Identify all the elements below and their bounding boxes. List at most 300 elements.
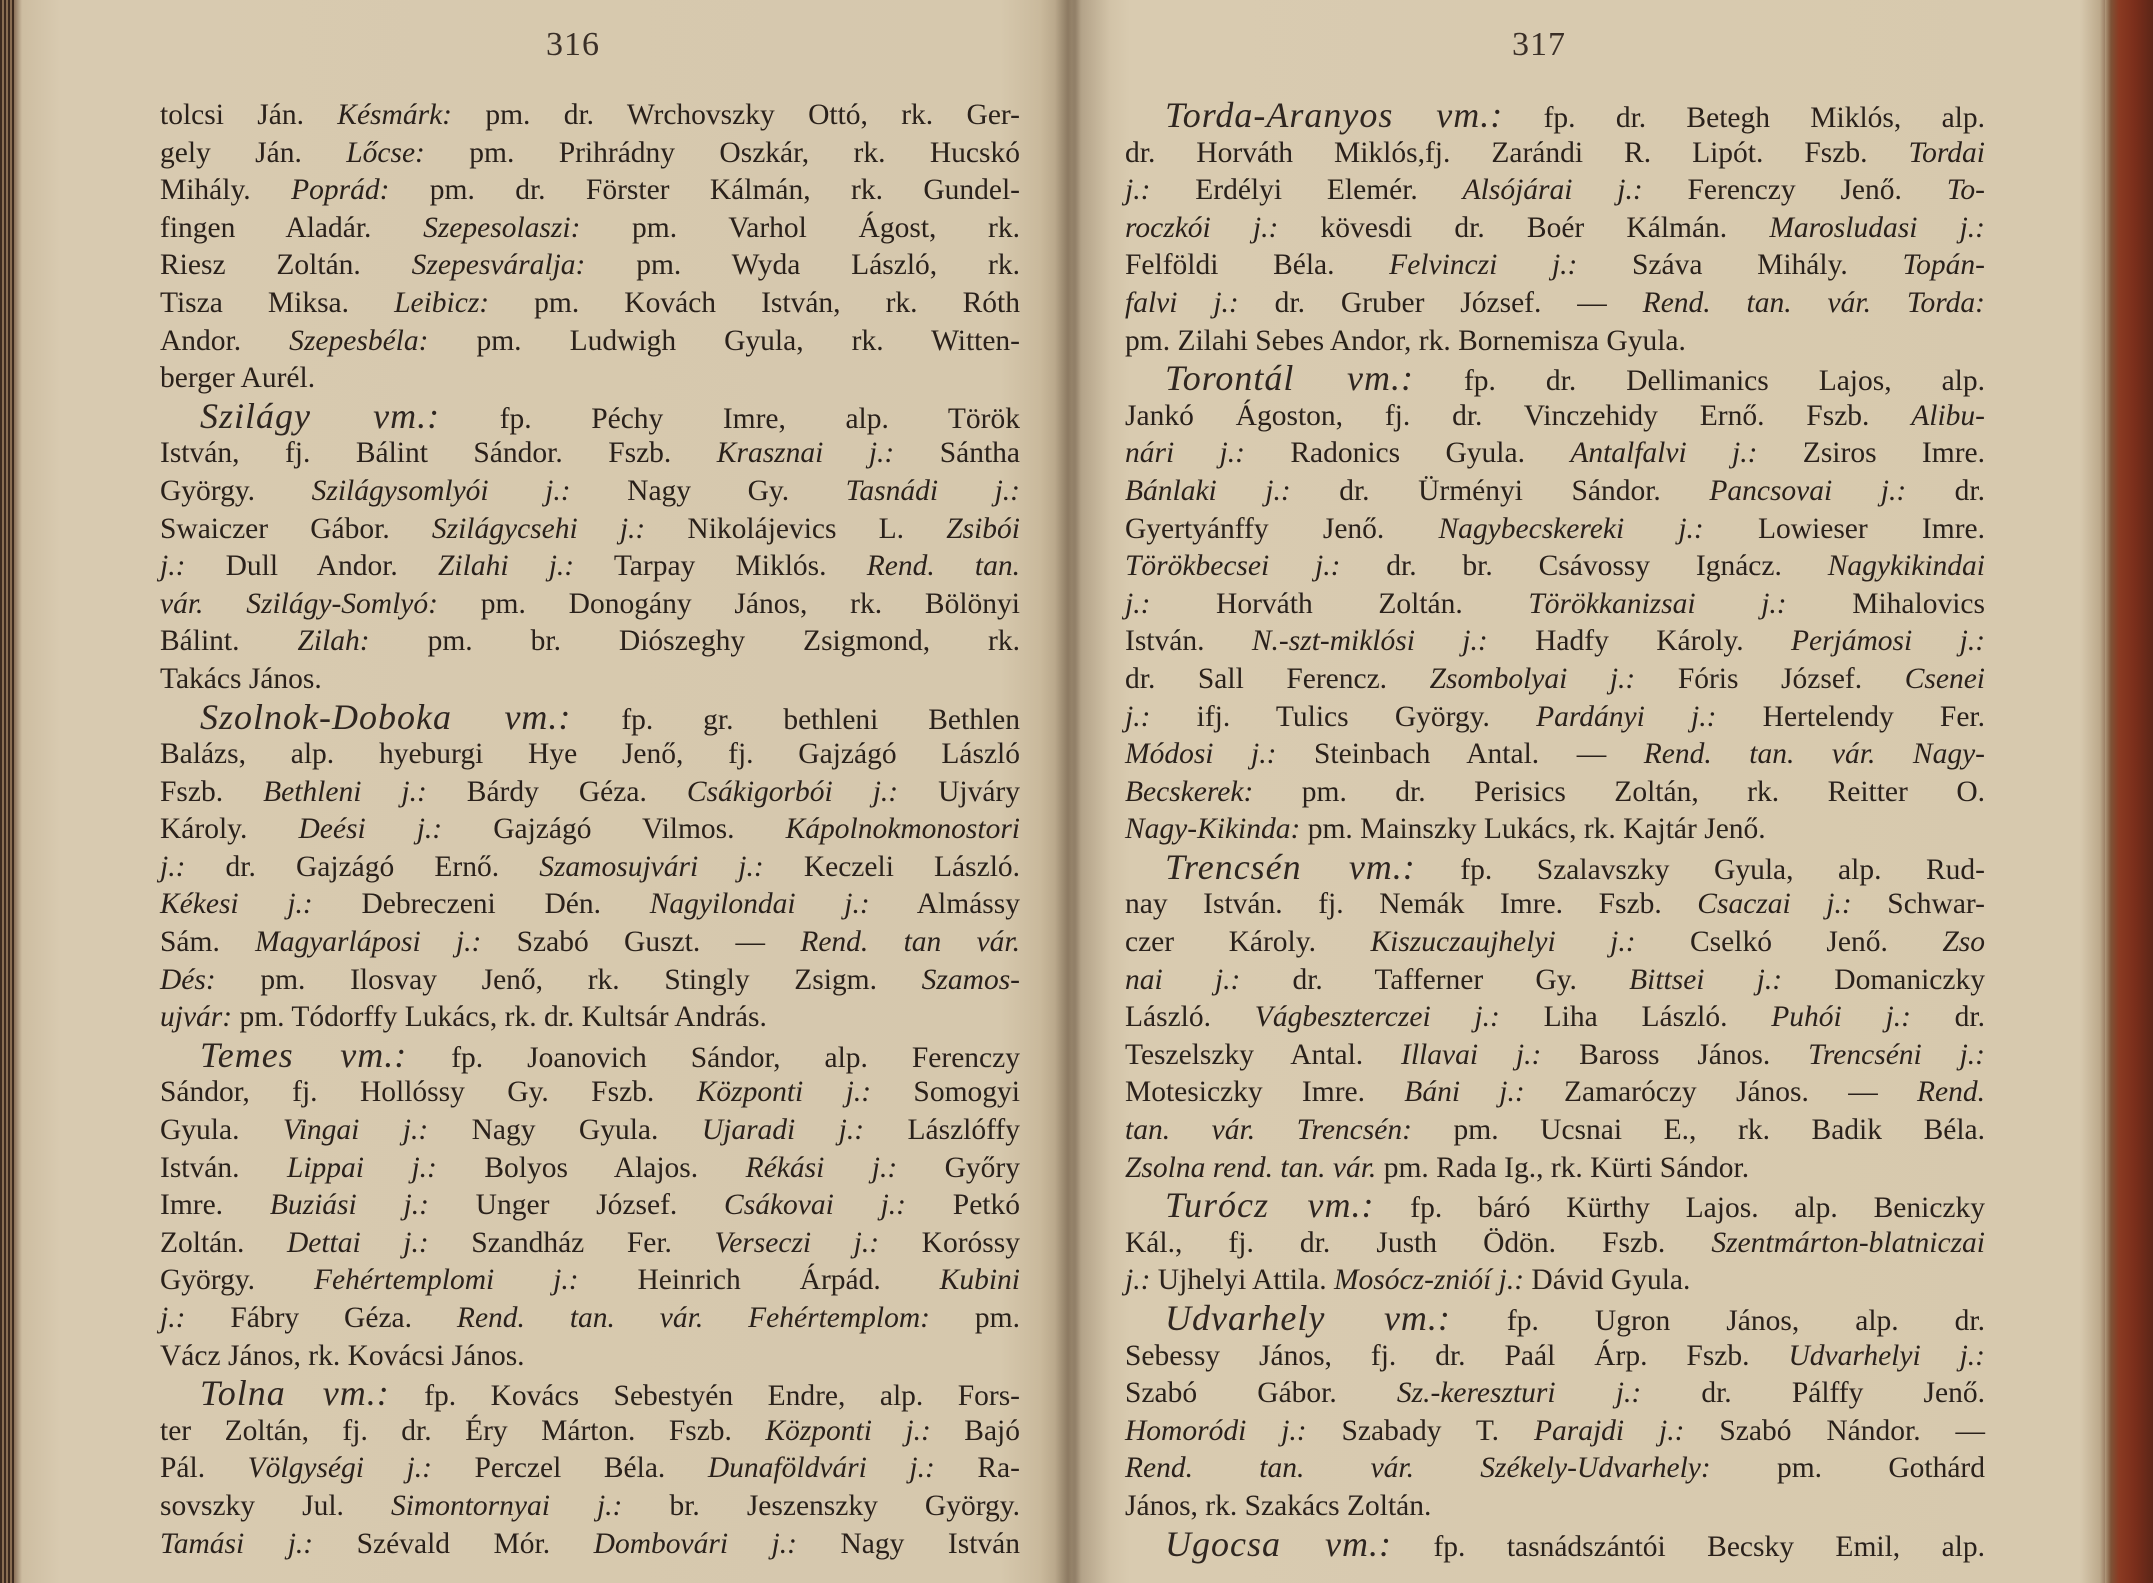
text-run: Nagy István xyxy=(796,1527,1021,1560)
italic-place-name: vár. Szilágy-Somlyó: xyxy=(160,587,438,620)
text-run: fingen Aladár. xyxy=(160,211,424,244)
italic-place-name: Homoródi j.: xyxy=(1125,1414,1307,1447)
italic-place-name: Felvinczi j.: xyxy=(1389,249,1578,282)
text-line xyxy=(160,172,1020,210)
county-heading: Trencsén vm.: xyxy=(1165,846,1416,887)
text-run: fp. dr. Dellimanics Lajos, alp. xyxy=(1413,365,1985,398)
text-run: László. xyxy=(1125,1001,1255,1034)
text-line xyxy=(160,661,1020,699)
text-line xyxy=(160,473,1020,511)
italic-place-name: Szilágysomlyói j.: xyxy=(311,474,571,507)
italic-place-name: Udvarhelyi j.: xyxy=(1788,1339,1985,1372)
italic-place-name: Zilah: xyxy=(297,625,370,658)
text-line xyxy=(160,285,1020,323)
text-line xyxy=(1125,435,1985,473)
text-run: ifj. Tulics György. xyxy=(1150,700,1537,733)
text-run: pm. xyxy=(930,1302,1020,1334)
text-line xyxy=(160,849,1020,887)
text-line xyxy=(160,1225,1020,1263)
county-heading: Udvarhely vm.: xyxy=(1165,1298,1451,1338)
text-line xyxy=(1125,1112,1985,1150)
text-line xyxy=(1125,210,1985,248)
italic-place-name: Bittsei j.: xyxy=(1629,963,1783,996)
text-run: pm. Ilosvay Jenő, rk. Stingly Zsigm. xyxy=(215,963,922,996)
text-line xyxy=(160,999,1020,1037)
italic-place-name: To- xyxy=(1946,174,1985,207)
text-run: Baross János. xyxy=(1541,1038,1809,1071)
italic-place-name: roczkói j.: xyxy=(1125,211,1279,244)
text-run: fp. dr. Betegh Miklós, alp. xyxy=(1503,102,1985,134)
italic-place-name: Sz.-kereszturi j.: xyxy=(1396,1377,1642,1410)
italic-place-name: Topán- xyxy=(1902,249,1985,282)
text-run: tolcsi Ján. xyxy=(160,99,338,131)
text-run: Nagy Gy. xyxy=(570,474,846,507)
text-line xyxy=(160,886,1020,924)
text-run: Balázs, alp. hyeburgi Hye Jenő, fj. Gajzágó László xyxy=(160,738,1020,771)
italic-place-name: Poprád: xyxy=(291,174,390,207)
text-run: Zsiros Imre. xyxy=(1757,437,1985,470)
text-run: dr. Ürményi Sándor. xyxy=(1290,474,1710,507)
italic-place-name: Verseczi j.: xyxy=(714,1226,880,1259)
text-run: nay István. fj. Nemák Imre. Fszb. xyxy=(1125,888,1698,921)
text-run: pm. Kovách István, rk. Róth xyxy=(489,286,1020,319)
italic-place-name: Krasznai j.: xyxy=(716,437,895,470)
italic-place-name: Vágbeszterczei j.: xyxy=(1254,1001,1500,1034)
text-line xyxy=(160,1450,1020,1488)
book-edge-right xyxy=(2105,0,2153,1583)
italic-place-name: Völgységi j.: xyxy=(247,1452,432,1485)
text-run: Lowieser Imre. xyxy=(1703,512,1985,545)
text-run: pm. Rada Ig., rk. Kürti Sándor. xyxy=(1376,1151,1750,1184)
italic-place-name: Illavai j.: xyxy=(1401,1038,1542,1071)
italic-place-name: Ujaradi j.: xyxy=(701,1114,865,1147)
county-heading: Ugocsa vm.: xyxy=(1165,1523,1393,1564)
italic-place-name: Bánlaki j.: xyxy=(1125,474,1291,507)
text-line xyxy=(160,586,1020,624)
italic-place-name: Központi j.: xyxy=(696,1076,872,1109)
text-line xyxy=(1125,736,1985,774)
book-gutter xyxy=(1040,0,1110,1583)
text-line xyxy=(1125,924,1985,962)
italic-place-name: Dunaföldvári j.: xyxy=(707,1452,935,1485)
text-run: dr. Gruber József. — xyxy=(1238,286,1643,319)
text-run: Szandház Fer. xyxy=(428,1226,715,1259)
italic-place-name: j.: xyxy=(1125,174,1151,207)
text-run: Andor. xyxy=(160,324,290,357)
italic-place-name: Módosi j.: xyxy=(1125,738,1277,771)
text-run: fp. Joanovich Sándor, alp. Ferenczy xyxy=(407,1041,1020,1074)
text-run: pm. dr. Förster Kálmán, rk. Gundel- xyxy=(389,174,1020,207)
text-line xyxy=(1125,1150,1985,1188)
italic-place-name: Trencséni j.: xyxy=(1808,1038,1985,1071)
text-line xyxy=(1125,97,1985,135)
text-run: Imre. xyxy=(160,1189,270,1222)
text-line xyxy=(1125,1187,1985,1225)
text-run: Somogyi xyxy=(871,1076,1020,1109)
text-line xyxy=(160,1375,1020,1413)
text-line xyxy=(160,548,1020,586)
text-run: Nagy Gyula. xyxy=(428,1114,702,1147)
text-run: dr. Sall Ferencz. xyxy=(1125,662,1430,695)
text-line xyxy=(160,1262,1020,1300)
text-run: Heinrich Árpád. xyxy=(578,1264,940,1297)
text-run: fp. Péchy Imre, alp. Török xyxy=(440,402,1020,435)
italic-place-name: Nagy-Kikinda: xyxy=(1125,813,1301,846)
text-run: pm. Mainszky Lukács, rk. Kajtár Jenő. xyxy=(1300,813,1766,846)
text-line xyxy=(1125,774,1985,812)
text-line xyxy=(1125,962,1985,1000)
italic-place-name: j.: xyxy=(160,1302,186,1334)
text-line xyxy=(160,247,1020,285)
italic-place-name: nai j.: xyxy=(1125,963,1241,996)
text-run: fp. tasnádszántói Becsky Emil, alp. xyxy=(1392,1530,1986,1563)
italic-place-name: Dés: xyxy=(160,963,216,996)
text-run: Unger József. xyxy=(428,1189,725,1222)
text-run: Gyula. xyxy=(160,1114,283,1147)
italic-place-name: Nagyilondai j.: xyxy=(649,888,870,921)
text-run: Bárdy Géza. xyxy=(426,775,687,808)
italic-place-name: j.: xyxy=(1125,700,1151,733)
county-heading: Tolna vm.: xyxy=(200,1373,390,1414)
text-run: Tisza Miksa. xyxy=(160,286,395,319)
italic-place-name: Simontornyai j.: xyxy=(390,1489,623,1522)
italic-place-name: j.: xyxy=(1125,587,1151,620)
italic-place-name: Alibu- xyxy=(1911,399,1985,432)
italic-place-name: Parajdi j.: xyxy=(1533,1414,1685,1447)
text-run: Ujhelyi Attila. xyxy=(1150,1264,1334,1297)
text-run: Radonics Gyula. xyxy=(1244,437,1571,470)
text-line xyxy=(160,395,1020,436)
italic-place-name: Nagybecskereki j.: xyxy=(1438,512,1704,545)
italic-place-name: Rend. tan vár. xyxy=(800,926,1021,959)
text-run: Zamaróczy János. — xyxy=(1524,1076,1917,1109)
text-run: Gajzágó Vilmos. xyxy=(442,813,786,846)
text-run: Perczel Béla. xyxy=(431,1452,708,1485)
text-run: Keczeli László. xyxy=(763,850,1021,883)
italic-place-name: Rékási j.: xyxy=(745,1151,898,1184)
text-run: István. xyxy=(1125,625,1252,658)
text-run: Nikolájevics L. xyxy=(645,512,947,545)
text-line xyxy=(1125,846,1985,887)
right-page-text xyxy=(1125,97,1985,1563)
italic-place-name: Központi j.: xyxy=(765,1414,931,1447)
italic-place-name: Alsójárai j.: xyxy=(1462,174,1643,207)
book-edge-left xyxy=(0,0,14,1583)
italic-place-name: Szilágycsehi j.: xyxy=(431,512,646,545)
text-run: Hadfy Károly. xyxy=(1487,625,1791,658)
italic-place-name: Dombovári j.: xyxy=(593,1527,797,1560)
text-run: kövesdi dr. Boér Kálmán. xyxy=(1278,211,1770,244)
text-run: pm. br. Diószeghy Zsigmond, rk. xyxy=(369,625,1021,658)
text-run: dr. Pálffy Jenő. xyxy=(1641,1377,1985,1410)
italic-place-name: Kápolnokmonostori xyxy=(785,813,1020,846)
text-run: dr. Gajzágó Ernő. xyxy=(185,850,540,883)
text-line xyxy=(1125,1225,1985,1263)
text-run: sovszky Jul. xyxy=(160,1489,391,1522)
text-line xyxy=(1125,360,1985,398)
italic-place-name: Rend. xyxy=(1917,1076,1985,1109)
text-line xyxy=(160,1187,1020,1225)
text-run: Lászlóffy xyxy=(864,1114,1020,1147)
page-number-left: 316 xyxy=(546,26,600,63)
text-run: berger Aurél. xyxy=(160,362,316,395)
text-run: Szabó Gábor. xyxy=(1125,1377,1397,1410)
text-line xyxy=(160,435,1020,473)
text-run: pm. Prihrádny Oszkár, rk. Hucskó xyxy=(424,136,1020,169)
text-line xyxy=(160,962,1020,1000)
italic-place-name: Zso xyxy=(1942,926,1985,959)
text-run: dr. xyxy=(1910,1001,1985,1034)
text-run: pm. Donogány János, rk. Bölönyi xyxy=(437,587,1020,620)
text-line xyxy=(1125,1450,1985,1488)
text-run: pm. Ludwigh Gyula, rk. Witten- xyxy=(428,324,1020,357)
text-run: pm. Tódorffy Lukács, rk. dr. Kultsár András. xyxy=(232,1001,767,1034)
text-run: Horváth Zoltán. xyxy=(1150,587,1529,620)
text-run: Szévald Mór. xyxy=(313,1527,594,1560)
italic-place-name: ujvár: xyxy=(160,1001,233,1034)
text-run: pm. Wyda László, rk. xyxy=(585,249,1020,282)
text-run: Bolyos Alajos. xyxy=(436,1151,746,1184)
italic-place-name: Szentmárton-blatniczai xyxy=(1711,1226,1985,1259)
italic-place-name: Lőcse: xyxy=(346,136,425,169)
left-page-text xyxy=(160,97,1020,1563)
text-run: Swaiczer Gábor. xyxy=(160,512,432,545)
text-line xyxy=(1125,699,1985,737)
text-run: István, fj. Bálint Sándor. Fszb. xyxy=(160,437,717,470)
italic-place-name: j.: xyxy=(1125,1264,1151,1297)
text-run: Koróssy xyxy=(879,1226,1020,1259)
text-run: Dávid Gyula. xyxy=(1524,1264,1691,1297)
italic-place-name: Szamosujvári j.: xyxy=(539,850,764,883)
text-run: fp. Ugron János, alp. dr. xyxy=(1450,1305,1985,1337)
italic-place-name: Pancsovai j.: xyxy=(1709,474,1907,507)
italic-place-name: Puhói j.: xyxy=(1771,1001,1911,1034)
text-line xyxy=(1125,285,1985,323)
text-line xyxy=(160,736,1020,774)
text-run: Steinbach Antal. — xyxy=(1276,738,1644,771)
italic-place-name: Rend. tan. vár. Torda: xyxy=(1642,286,1986,319)
italic-place-name: Tasnádi j.: xyxy=(845,474,1020,507)
text-run: Liha László. xyxy=(1499,1001,1772,1034)
text-run: fp. Szalavszky Gyula, alp. Rud- xyxy=(1415,853,1985,886)
text-run: Mihalovics xyxy=(1786,587,1985,620)
text-line xyxy=(1125,661,1985,699)
text-line xyxy=(1125,323,1985,361)
text-run: czer Károly. xyxy=(1125,926,1371,959)
text-line xyxy=(1125,1523,1986,1564)
italic-place-name: Zsibói xyxy=(946,512,1020,545)
text-line xyxy=(1125,1300,1985,1338)
text-run: Zoltán. xyxy=(160,1226,287,1259)
italic-place-name: Bethleni j.: xyxy=(263,775,427,808)
text-line xyxy=(160,1526,1020,1564)
italic-place-name: Perjámosi j.: xyxy=(1790,625,1986,658)
text-line xyxy=(160,1150,1020,1188)
italic-place-name: Kékesi j.: xyxy=(160,888,313,921)
text-run: Sebessy János, fj. dr. Paál Árp. Fszb. xyxy=(1125,1339,1789,1372)
text-line xyxy=(160,1488,1020,1526)
text-line xyxy=(1125,1338,1985,1376)
text-run: fp. báró Kürthy Lajos. alp. Beniczky xyxy=(1374,1192,1986,1225)
text-line xyxy=(160,1338,1020,1376)
text-line xyxy=(1125,172,1985,210)
text-run: pm. dr. Perisics Zoltán, rk. Reitter O. xyxy=(1253,775,1985,808)
text-run: Riesz Zoltán. xyxy=(160,249,412,282)
text-line xyxy=(160,97,1020,135)
text-run: Kál., fj. dr. Justh Ödön. Fszb. xyxy=(1125,1226,1712,1259)
italic-place-name: N.-szt-miklósi j.: xyxy=(1251,625,1488,658)
text-run: fp. Kovács Sebestyén Endre, alp. Fors- xyxy=(389,1380,1021,1413)
text-run: János, rk. Szakács Zoltán. xyxy=(1125,1489,1432,1522)
text-run: pm. Ucsnai E., rk. Badik Béla. xyxy=(1411,1114,1986,1147)
text-line xyxy=(160,360,1020,398)
text-run: Motesiczky Imre. xyxy=(1125,1076,1405,1109)
text-line xyxy=(160,323,1020,361)
text-run: Ferenczy Jenő. xyxy=(1642,174,1947,207)
text-run: dr. Horváth Miklós,fj. Zarándi R. Lipót. Fszb. xyxy=(1125,136,1909,169)
text-run: Debreczeni Dén. xyxy=(312,888,650,921)
text-run: br. Jeszenszky György. xyxy=(622,1489,1020,1522)
text-run: pm. dr. Wrchovszky Ottó, rk. Ger- xyxy=(451,99,1020,131)
italic-place-name: Báni j.: xyxy=(1404,1076,1525,1109)
text-line xyxy=(1125,247,1985,285)
county-heading: Turócz vm.: xyxy=(1165,1185,1375,1226)
text-line xyxy=(1125,473,1985,511)
text-run: György. xyxy=(160,1264,314,1297)
text-run: Takács János. xyxy=(160,662,322,695)
italic-place-name: Rend. tan. vár. Székely-Udvarhely: xyxy=(1125,1452,1711,1485)
text-run: Ujváry xyxy=(898,775,1020,808)
text-run: Ra- xyxy=(934,1452,1020,1485)
text-line xyxy=(1125,886,1985,924)
text-run: ter Zoltán, fj. dr. Éry Márton. Fszb. xyxy=(160,1414,766,1447)
text-line xyxy=(1125,1488,1985,1526)
italic-place-name: Zsombolyai j.: xyxy=(1429,662,1636,695)
italic-place-name: Törökkanizsai j.: xyxy=(1528,587,1787,620)
text-run: pm. Zilahi Sebes Andor, rk. Bornemisza Gyula. xyxy=(1125,324,1686,357)
italic-place-name: nári j.: xyxy=(1125,437,1245,470)
italic-place-name: Marosludasi j.: xyxy=(1769,211,1985,244)
text-run: dr. xyxy=(1906,474,1985,507)
text-line xyxy=(1125,999,1985,1037)
italic-place-name: Antalfalvi j.: xyxy=(1570,437,1758,470)
italic-place-name: Buziási j.: xyxy=(269,1189,429,1222)
text-line xyxy=(160,135,1020,173)
text-run: Károly. xyxy=(160,813,299,846)
text-line xyxy=(1125,548,1985,586)
text-run: Schwar- xyxy=(1851,888,1985,921)
text-line xyxy=(160,623,1020,661)
text-line xyxy=(160,1034,1020,1075)
county-heading: Torontál vm.: xyxy=(1165,358,1414,399)
italic-place-name: Csákigorbói j.: xyxy=(686,775,899,808)
text-line xyxy=(1125,1375,1985,1413)
text-line xyxy=(1125,1074,1985,1112)
text-line xyxy=(160,696,1021,737)
text-run: István. xyxy=(160,1151,287,1184)
text-run: Vácz János, rk. Kovácsi János. xyxy=(160,1339,525,1372)
text-line xyxy=(160,210,1020,248)
italic-place-name: Törökbecsei j.: xyxy=(1125,550,1341,583)
text-run: pm. Gothárd xyxy=(1710,1452,1985,1485)
italic-place-name: Rend. tan. vár. Fehértemplom: xyxy=(456,1302,930,1334)
italic-place-name: Csenei xyxy=(1904,662,1985,695)
italic-place-name: Szepesváralja: xyxy=(411,249,586,282)
text-line xyxy=(1125,811,1985,849)
text-line xyxy=(160,774,1020,812)
text-run: dr. br. Csávossy Ignácz. xyxy=(1340,550,1828,583)
text-run: Petkó xyxy=(906,1189,1020,1222)
italic-place-name: Lippai j.: xyxy=(286,1151,437,1184)
italic-place-name: Szepesbéla: xyxy=(289,324,429,357)
county-heading: Szolnok-Doboka vm.: xyxy=(200,696,572,737)
italic-place-name: Vingai j.: xyxy=(282,1114,429,1147)
text-run: Tarpay Miklós. xyxy=(574,550,867,583)
text-line xyxy=(1125,398,1985,436)
italic-place-name: Deési j.: xyxy=(298,813,443,846)
county-heading: Temes vm.: xyxy=(200,1034,408,1075)
text-line xyxy=(160,1300,1020,1338)
text-run: Domaniczky xyxy=(1782,963,1985,996)
text-line xyxy=(160,811,1020,849)
text-run: Fábry Géza. xyxy=(185,1302,457,1334)
text-run: Cselkó Jenő. xyxy=(1635,926,1943,959)
text-line xyxy=(1125,135,1985,173)
italic-place-name: Késmárk: xyxy=(337,99,452,131)
text-line xyxy=(160,924,1020,962)
italic-place-name: Tamási j.: xyxy=(160,1527,314,1560)
text-run: Sándor, fj. Hollóssy Gy. Fszb. xyxy=(160,1076,697,1109)
italic-place-name: Csákovai j.: xyxy=(724,1189,907,1222)
text-run: gely Ján. xyxy=(160,136,347,169)
text-run: Bajó xyxy=(930,1414,1020,1447)
text-line xyxy=(1125,1262,1985,1300)
text-run: Pál. xyxy=(160,1452,248,1485)
text-run: Hertelendy Fer. xyxy=(1716,700,1986,733)
text-line xyxy=(1125,511,1985,549)
text-line xyxy=(160,1074,1020,1112)
text-run: Jankó Ágoston, fj. dr. Vinczehidy Ernő. Fszb. xyxy=(1125,399,1912,432)
text-run: Bálint. xyxy=(160,625,298,658)
text-run: Szabó Guszt. — xyxy=(481,926,801,959)
italic-place-name: Leibicz: xyxy=(394,286,490,319)
italic-place-name: j.: xyxy=(160,850,186,883)
text-line xyxy=(1125,1413,1985,1451)
italic-place-name: Tordai xyxy=(1908,136,1985,169)
italic-place-name: j.: xyxy=(160,550,186,583)
italic-place-name: Dettai j.: xyxy=(286,1226,429,1259)
text-run: Fóris József. xyxy=(1635,662,1905,695)
text-run: Teszelszky Antal. xyxy=(1125,1038,1402,1071)
text-line xyxy=(1125,623,1985,661)
text-line xyxy=(160,1112,1020,1150)
italic-place-name: falvi j.: xyxy=(1125,286,1239,319)
text-run: pm. Varhol Ágost, rk. xyxy=(580,211,1020,244)
italic-place-name: Becskerek: xyxy=(1125,775,1254,808)
italic-place-name: Rend. tan. vár. Nagy- xyxy=(1643,738,1985,771)
italic-place-name: Rend. tan. xyxy=(866,550,1020,583)
text-line xyxy=(1125,586,1985,624)
italic-place-name: Zilahi j.: xyxy=(438,550,575,583)
text-run: Mihály. xyxy=(160,174,292,207)
text-run: Száva Mihály. xyxy=(1577,249,1903,282)
text-run: Szabó Nándor. — xyxy=(1684,1414,1986,1447)
text-run: György. xyxy=(160,474,312,507)
italic-place-name: Csaczai j.: xyxy=(1697,888,1852,921)
italic-place-name: Magyarláposi j.: xyxy=(255,926,482,959)
text-run: Felföldi Béla. xyxy=(1125,249,1390,282)
italic-place-name: tan. vár. Trencsén: xyxy=(1125,1114,1412,1147)
